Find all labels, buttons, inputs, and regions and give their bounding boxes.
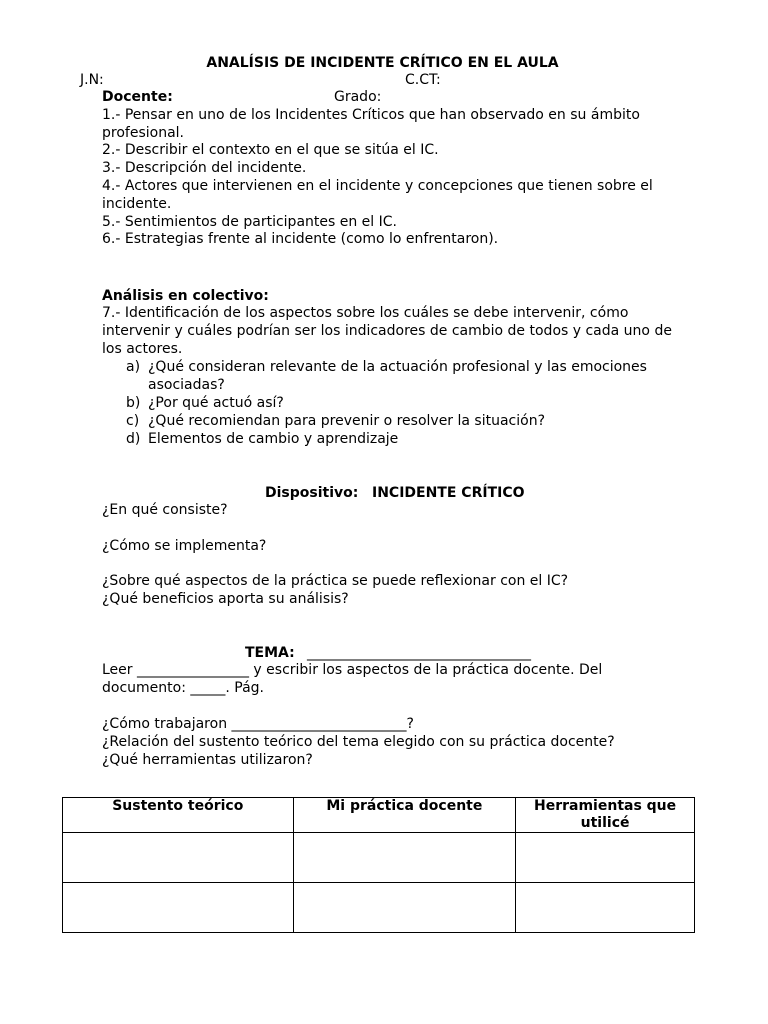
list-item-label: a) <box>126 359 141 375</box>
table-cell[interactable] <box>293 833 516 883</box>
list-item-label: d) <box>126 431 141 447</box>
device-value: INCIDENTE CRÍTICO <box>372 485 525 501</box>
tema-question: ¿Qué herramientas utilizaron? <box>102 752 313 768</box>
table-cell[interactable] <box>516 833 695 883</box>
column-header-sustento: Sustento teórico <box>63 798 294 833</box>
device-question: ¿En qué consiste? <box>102 502 228 518</box>
step-6: 6.- Estrategias frente al incidente (como lo enfrentaron). <box>102 231 499 247</box>
collective-heading: Análisis en colectivo: <box>102 288 269 304</box>
column-header-herramientas: Herramientas que utilicé <box>516 798 695 833</box>
docente-label: Docente: <box>102 89 173 105</box>
device-label: Dispositivo: <box>265 485 359 501</box>
list-item-label: c) <box>126 413 140 429</box>
tema-blank: ________________________________ <box>307 645 531 661</box>
table-header-row <box>63 798 695 833</box>
table-cell[interactable] <box>63 883 294 933</box>
reflection-table <box>62 797 695 933</box>
device-question: ¿Sobre qué aspectos de la práctica se puede reflexionar con el IC? <box>102 573 569 589</box>
step-4: 4.- Actores que intervienen en el incidente y concepciones que tienen sobre el incidente. <box>102 178 653 212</box>
grado-label: Grado: <box>334 89 382 105</box>
step-5: 5.- Sentimientos de participantes en el IC. <box>102 214 397 230</box>
list-item-text: ¿Qué consideran relevante de la actuación profesional y las emociones asociadas? <box>148 359 647 393</box>
list-item-label: b) <box>126 395 141 411</box>
tema-label: TEMA: <box>245 645 295 661</box>
step-2: 2.- Describir el contexto en el que se sitúa el IC. <box>102 142 439 158</box>
list-item-text: ¿Por qué actuó así? <box>148 395 284 411</box>
cct-label: C.CT: <box>405 72 441 88</box>
step-3: 3.- Descripción del incidente. <box>102 160 307 176</box>
collective-intro: 7.- Identificación de los aspectos sobre los cuáles se debe intervenir, cómo intervenir y cuáles podrían ser los indicadores de cambio de todos y cada uno de los actores. <box>102 305 672 357</box>
table-cell[interactable] <box>293 883 516 933</box>
column-header-practica: Mi práctica docente <box>293 798 516 833</box>
list-item-text: ¿Qué recomiendan para prevenir o resolver la situación? <box>148 413 546 429</box>
read-instruction: Leer ________________ y escribir los aspectos de la práctica docente. Del documento: _____. Pág. <box>102 662 603 696</box>
jn-label: J.N: <box>80 72 104 88</box>
device-question: ¿Cómo se implementa? <box>102 538 267 554</box>
table-row <box>63 833 695 883</box>
device-question: ¿Qué beneficios aporta su análisis? <box>102 591 349 607</box>
tema-question: ¿Relación del sustento teórico del tema elegido con su práctica docente? <box>102 734 615 750</box>
table-row <box>63 883 695 933</box>
document-title: ANALÍSIS DE INCIDENTE CRÍTICO EN EL AULA <box>206 55 559 71</box>
list-item-text: Elementos de cambio y aprendizaje <box>148 431 399 447</box>
table-cell[interactable] <box>516 883 695 933</box>
step-1: 1.- Pensar en uno de los Incidentes Críticos que han observado en su ámbito profesional. <box>102 107 640 141</box>
table-cell[interactable] <box>63 833 294 883</box>
tema-question: ¿Cómo trabajaron _________________________? <box>102 716 414 732</box>
